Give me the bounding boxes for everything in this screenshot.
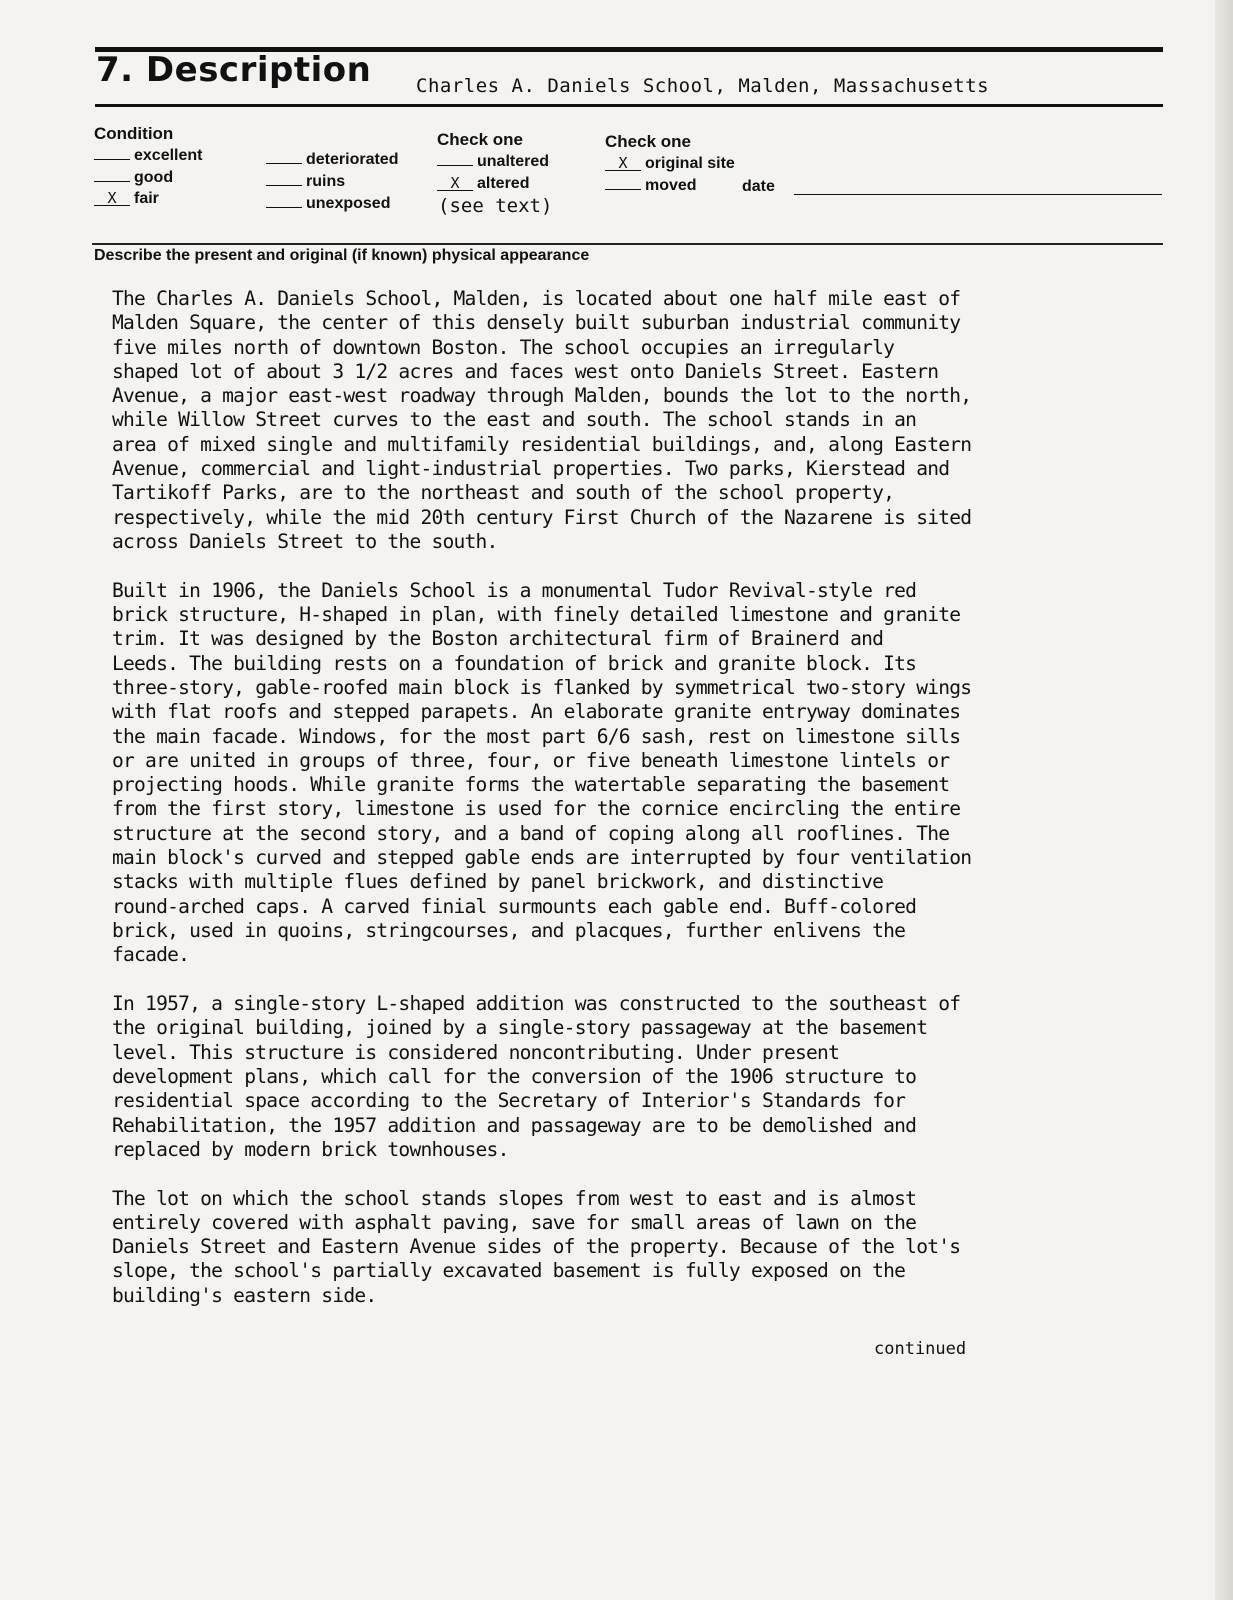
page-edge: [1215, 0, 1233, 1600]
section-title: 7. Description: [96, 50, 372, 90]
excellent-label: excellent: [134, 147, 203, 164]
condition-excellent: [94, 147, 202, 165]
ruins-checkbox[interactable]: [266, 185, 302, 186]
alteration-altered: [437, 175, 529, 193]
site-heading: Check one: [605, 132, 691, 151]
condition-good: [94, 169, 173, 187]
condition-fair: [94, 190, 159, 208]
fair-checkbox[interactable]: X: [94, 191, 130, 206]
paragraph-architecture: Built in 1906, the Daniels School is a monumental Tudor Revival-style red brick structure, H-shaped in plan, with finely detailed limestone and granite trim. It was designed by the Boston architectural firm of Brainerd and Leeds. The building rests on a foundation of brick and granite block. Its three-story, gable-roofed main block is flanked by symmetrical two-story wings with flat roofs and stepped parapets. An elaborate granite entryway dominates the main facade. Windows, for the most part 6/6 sash, rest on limestone sills or are united in groups of three, four, or five beneath limestone lintels or projecting hoods. While granite forms the watertable separating the basement from the first story, limestone is used for the cornice encircling the entire structure at the second story, and a band of coping along all rooflines. The main block's curved and stepped gable ends are interrupted by four ventilation stacks with multiple flues defined by panel brickwork, and distinctive round-arched caps. A carved finial surmounts each gable end. Buff-colored brick, used in quoins, stringcourses, and placques, further enlivens the facade.: [112, 578, 972, 967]
site-moved: [605, 177, 697, 195]
condition-heading: Condition: [94, 124, 174, 143]
paragraph-location: The Charles A. Daniels School, Malden, is located about one half mile east of Malden Square, the center of this densely built suburban industrial community five miles north of downtown Boston. The school occupies an irregularly shaped lot of about 3 1/2 acres and faces west onto Daniels Street. Eastern Avenue, a major east-west roadway through Malden, bounds the lot to the north, while Willow Street curves to the east and south. The school stands in an area of mixed single and multifamily residential buildings, and, along Eastern Avenue, commercial and light-industrial properties. Two parks, Kierstead and Tartikoff Parks, are to the northeast and south of the school property, respectively, while the mid 20th century First Church of the Nazarene is sited across Daniels Street to the south.: [112, 287, 972, 553]
site-original: [605, 155, 735, 173]
header-rule: [95, 104, 1163, 107]
condition-deteriorated: [266, 151, 398, 169]
moved-checkbox[interactable]: [605, 189, 641, 190]
excellent-checkbox[interactable]: [94, 159, 130, 160]
condition-unexposed: [266, 195, 390, 213]
date-field[interactable]: [794, 194, 1162, 195]
original-site-label: original site: [645, 155, 735, 172]
describe-heading: Describe the present and original (if known) physical appearance: [94, 247, 590, 264]
deteriorated-checkbox[interactable]: [266, 163, 302, 164]
form-rule: [92, 243, 1163, 245]
date-label: date: [742, 178, 775, 195]
condition-ruins: [266, 173, 345, 191]
unaltered-checkbox[interactable]: [437, 165, 473, 166]
fair-label: fair: [134, 190, 159, 207]
alteration-unaltered: [437, 153, 549, 171]
altered-label: altered: [477, 175, 530, 192]
moved-label: moved: [645, 177, 697, 194]
good-label: good: [134, 169, 174, 186]
original-site-checkbox[interactable]: X: [605, 156, 641, 171]
continued-note: continued: [874, 1339, 967, 1359]
see-text-note: (see text): [438, 195, 553, 217]
paragraph-addition: In 1957, a single-story L-shaped addition was constructed to the southeast of the original building, joined by a single-story passageway at the basement level. This structure is considered noncontributing. Under present development plans, which call for the conversion of the 1906 structure to residential space according to the Secretary of Interior's Standards for Rehabilitation, the 1957 addition and passageway are to be demolished and replaced by modern brick townhouses.: [112, 992, 961, 1161]
paragraph-site: The lot on which the school stands slopes from west to east and is almost entirely covered with asphalt paving, save for small areas of lawn on the Daniels Street and Eastern Avenue sides of the property. Because of the lot's slope, the school's partially excavated basement is fully exposed on the building's eastern side.: [112, 1186, 961, 1307]
altered-checkbox[interactable]: X: [437, 176, 473, 191]
ruins-label: ruins: [306, 173, 346, 190]
deteriorated-label: deteriorated: [306, 151, 399, 168]
alteration-heading: Check one: [437, 130, 523, 149]
unexposed-checkbox[interactable]: [266, 207, 302, 208]
unexposed-label: unexposed: [306, 195, 391, 212]
unaltered-label: unaltered: [477, 153, 550, 170]
description-body: [112, 287, 1172, 1333]
good-checkbox[interactable]: [94, 181, 130, 182]
property-name: Charles A. Daniels School, Malden, Massachusetts: [416, 75, 990, 97]
